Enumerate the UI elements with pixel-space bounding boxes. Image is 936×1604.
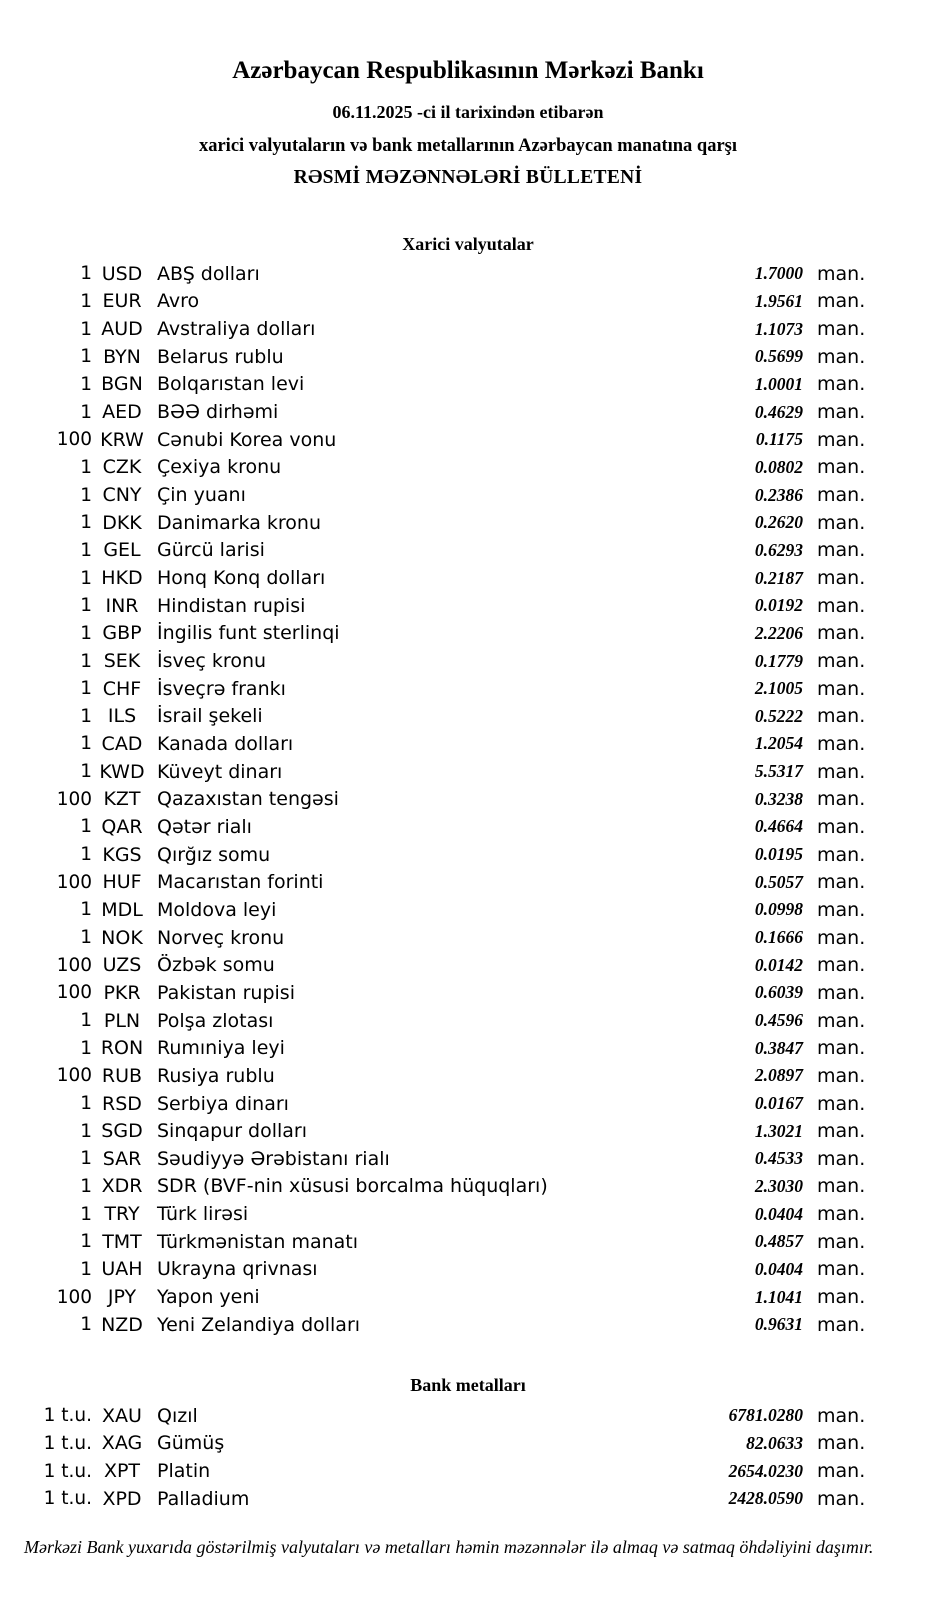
rate-value-cell: 0.0404 <box>754 1258 803 1279</box>
unit-label: man. <box>817 732 866 755</box>
unit-label: man. <box>817 456 866 479</box>
rate-value-cell: 0.4533 <box>754 1148 803 1169</box>
quantity-cell: 1 <box>80 1093 92 1115</box>
table-row <box>0 1485 936 1513</box>
table-row <box>0 813 936 841</box>
quantity-cell: 1 <box>80 1203 92 1225</box>
currency-name-cell: Rumıniya leyi <box>157 1037 285 1060</box>
rate-value-cell: 82.0633 <box>746 1432 803 1453</box>
quantity-cell: 1 <box>80 567 92 589</box>
currency-code-cell: QAR <box>101 815 143 838</box>
quantity-cell: 1 <box>80 705 92 727</box>
rate-value-cell: 1.1041 <box>754 1286 803 1307</box>
currency-code-cell: RSD <box>102 1092 142 1115</box>
rate-value-cell: 0.0404 <box>754 1203 803 1224</box>
unit-label: man. <box>817 954 866 977</box>
table-row <box>0 592 936 620</box>
currency-code-cell: XDR <box>101 1175 143 1198</box>
rate-value-cell: 2428.0590 <box>728 1488 803 1509</box>
currency-name-cell: Norveç kronu <box>157 926 285 949</box>
currency-name-cell: Qazaxıstan tengəsi <box>157 788 339 811</box>
quantity-cell: 100 <box>56 954 92 976</box>
quantity-cell: 1 <box>80 290 92 312</box>
currency-code-cell: UZS <box>102 954 142 977</box>
currency-code-cell: TRY <box>104 1203 140 1226</box>
table-row <box>0 1034 936 1062</box>
unit-label: man. <box>817 677 866 700</box>
currency-code-cell: SGD <box>101 1120 143 1143</box>
currency-name-cell: Gümüş <box>157 1432 225 1455</box>
currency-code-cell: NZD <box>101 1313 143 1336</box>
unit-label: man. <box>817 1203 866 1226</box>
currency-code-cell: INR <box>105 594 139 617</box>
rate-value-cell: 0.1779 <box>754 650 803 671</box>
table-row <box>0 426 936 454</box>
page-title: Azərbaycan Respublikasının Mərkəzi Bankı <box>232 57 704 84</box>
unit-label: man. <box>817 1487 866 1510</box>
table-row <box>0 1062 936 1090</box>
rate-value-cell: 2.2206 <box>754 622 803 643</box>
table-row <box>0 841 936 869</box>
table-row <box>0 951 936 979</box>
table-row <box>0 868 936 896</box>
currency-code-cell: UAH <box>101 1258 143 1281</box>
unit-label: man. <box>817 1258 866 1281</box>
rate-value-cell: 2654.0230 <box>728 1460 803 1481</box>
currency-name-cell: İsveçrə frankı <box>157 677 286 700</box>
table-row <box>0 537 936 565</box>
table-row <box>0 288 936 316</box>
table-row <box>0 481 936 509</box>
unit-label: man. <box>817 981 866 1004</box>
unit-label: man. <box>817 594 866 617</box>
unit-label: man. <box>817 843 866 866</box>
unit-label: man. <box>817 650 866 673</box>
quantity-cell: 100 <box>56 429 92 451</box>
rate-value-cell: 2.3030 <box>754 1175 803 1196</box>
unit-label: man. <box>817 1460 866 1483</box>
unit-label: man. <box>817 705 866 728</box>
quantity-cell: 1 <box>80 484 92 506</box>
table-row <box>0 924 936 952</box>
quantity-cell: 1 <box>80 622 92 644</box>
rate-value-cell: 0.2187 <box>754 567 803 588</box>
table-row <box>0 979 936 1007</box>
currency-code-cell: CZK <box>102 456 142 479</box>
currency-name-cell: Cənubi Korea vonu <box>157 428 337 451</box>
quantity-cell: 1 <box>80 595 92 617</box>
currency-name-cell: ABŞ dolları <box>157 262 260 285</box>
quantity-cell: 1 <box>80 346 92 368</box>
currency-name-cell: Qırğız somu <box>157 843 271 866</box>
currency-name-cell: İsrail şekeli <box>157 705 263 728</box>
rate-value-cell: 2.0897 <box>754 1065 803 1086</box>
rate-value-cell: 0.0192 <box>754 595 803 616</box>
currency-code-cell: KZT <box>103 788 141 811</box>
unit-label: man. <box>817 345 866 368</box>
unit-label: man. <box>817 760 866 783</box>
currency-code-cell: CAD <box>101 732 143 755</box>
currency-code-cell: GEL <box>103 539 141 562</box>
currency-code-cell: RUB <box>101 1064 143 1087</box>
quantity-cell: 1 <box>80 1148 92 1170</box>
currency-code-cell: SAR <box>102 1147 142 1170</box>
rate-value-cell: 0.0195 <box>754 844 803 865</box>
rate-value-cell: 1.7000 <box>754 263 803 284</box>
subject-line: xarici valyutaların və bank metallarının Azərbaycan manatına qarşı <box>198 136 738 156</box>
currency-code-cell: HUF <box>102 871 142 894</box>
rate-value-cell: 0.6039 <box>754 982 803 1003</box>
quantity-cell: 1 <box>80 650 92 672</box>
rate-value-cell: 0.0998 <box>754 899 803 920</box>
quantity-cell: 1 t.u. <box>43 1488 92 1510</box>
quantity-cell: 1 <box>80 401 92 423</box>
rate-value-cell: 0.9631 <box>754 1314 803 1335</box>
currency-name-cell: BƏƏ dirhəmi <box>157 401 279 424</box>
currency-name-cell: Türkmənistan manatı <box>157 1230 359 1253</box>
currencies-rate-table <box>0 260 936 1339</box>
unit-label: man. <box>817 1175 866 1198</box>
rate-value-cell: 0.4629 <box>754 401 803 422</box>
quantity-cell: 1 <box>80 1010 92 1032</box>
currency-name-cell: Pakistan rupisi <box>157 981 295 1004</box>
table-row <box>0 1228 936 1256</box>
currency-name-cell: Ukrayna qrivnası <box>157 1258 318 1281</box>
currency-code-cell: BGN <box>101 373 143 396</box>
unit-label: man. <box>817 511 866 534</box>
unit-label: man. <box>817 290 866 313</box>
unit-label: man. <box>817 1230 866 1253</box>
currency-name-cell: Avstraliya dolları <box>157 318 316 341</box>
currency-name-cell: İsveç kronu <box>157 650 267 673</box>
unit-label: man. <box>817 1147 866 1170</box>
rate-value-cell: 0.4664 <box>754 816 803 837</box>
currency-code-cell: PKR <box>103 981 141 1004</box>
rate-value-cell: 0.6293 <box>754 539 803 560</box>
effective-date-line: 06.11.2025 -ci il tarixindən etibarən <box>332 102 604 122</box>
rate-value-cell: 1.3021 <box>754 1120 803 1141</box>
bulletin-title: RƏSMİ MƏZƏNNƏLƏRİ BÜLLETENİ <box>293 167 643 188</box>
currency-name-cell: Bolqarıstan levi <box>157 373 305 396</box>
rate-value-cell: 0.0167 <box>754 1093 803 1114</box>
quantity-cell: 1 <box>80 1231 92 1253</box>
rate-value-cell: 0.3238 <box>754 788 803 809</box>
currency-name-cell: Hindistan rupisi <box>157 594 306 617</box>
currency-code-cell: NOK <box>101 926 143 949</box>
rate-value-cell: 6781.0280 <box>728 1405 803 1426</box>
currency-name-cell: Özbək somu <box>157 954 275 977</box>
currency-code-cell: AED <box>102 401 142 424</box>
currency-code-cell: KWD <box>99 760 145 783</box>
rate-value-cell: 1.9561 <box>754 290 803 311</box>
table-row <box>0 647 936 675</box>
quantity-cell: 100 <box>56 871 92 893</box>
rate-value-cell: 0.1666 <box>754 927 803 948</box>
footer-disclaimer: Mərkəzi Bank yuxarıda göstərilmiş valyutaları və metalları həmin məzənnələr ilə almaq və satmaq öhdəliyini daşımır. <box>24 1537 874 1557</box>
currency-code-cell: PLN <box>103 1009 141 1032</box>
table-row <box>0 703 936 731</box>
quantity-cell: 1 <box>80 678 92 700</box>
currency-code-cell: AUD <box>101 318 143 341</box>
table-row <box>0 896 936 924</box>
unit-label: man. <box>817 1432 866 1455</box>
table-row <box>0 1402 936 1430</box>
currency-name-cell: Türk lirəsi <box>157 1203 249 1226</box>
currency-name-cell: SDR (BVF-nin xüsusi borcalma hüquqları) <box>157 1175 548 1198</box>
table-row <box>0 1430 936 1458</box>
quantity-cell: 1 <box>80 1037 92 1059</box>
currency-code-cell: XAG <box>101 1432 143 1455</box>
quantity-cell: 1 <box>80 539 92 561</box>
unit-label: man. <box>817 622 866 645</box>
table-row <box>0 315 936 343</box>
quantity-cell: 1 <box>80 512 92 534</box>
currency-name-cell: Macarıstan forinti <box>157 871 324 894</box>
currency-code-cell: USD <box>101 262 143 285</box>
table-row <box>0 1007 936 1035</box>
quantity-cell: 1 t.u. <box>43 1405 92 1427</box>
table-row <box>0 509 936 537</box>
table-row <box>0 1200 936 1228</box>
unit-label: man. <box>817 484 866 507</box>
rate-value-cell: 0.5222 <box>754 705 803 726</box>
currency-name-cell: Rusiya rublu <box>157 1064 275 1087</box>
currency-name-cell: Belarus rublu <box>157 345 284 368</box>
table-row <box>0 1090 936 1118</box>
currency-name-cell: Sinqapur dolları <box>157 1120 308 1143</box>
currency-name-cell: Serbiya dinarı <box>157 1092 289 1115</box>
rate-value-cell: 0.1175 <box>755 429 803 450</box>
rate-value-cell: 0.3847 <box>754 1037 803 1058</box>
quantity-cell: 1 <box>80 1314 92 1336</box>
rate-value-cell: 1.2054 <box>754 733 803 754</box>
quantity-cell: 1 t.u. <box>43 1460 92 1482</box>
table-row <box>0 1173 936 1201</box>
unit-label: man. <box>817 1120 866 1143</box>
quantity-cell: 1 <box>80 761 92 783</box>
currency-code-cell: KGS <box>102 843 142 866</box>
table-row <box>0 675 936 703</box>
quantity-cell: 1 <box>80 844 92 866</box>
rate-value-cell: 1.0001 <box>754 373 803 394</box>
rate-value-cell: 0.2386 <box>754 484 803 505</box>
rate-value-cell: 5.5317 <box>754 761 803 782</box>
table-row <box>0 758 936 786</box>
table-row <box>0 454 936 482</box>
currency-code-cell: HKD <box>101 567 143 590</box>
quantity-cell: 1 t.u. <box>43 1432 92 1454</box>
currency-name-cell: Polşa zlotası <box>157 1009 274 1032</box>
quantity-cell: 1 <box>80 318 92 340</box>
quantity-cell: 1 <box>80 899 92 921</box>
currency-code-cell: XPD <box>102 1487 142 1510</box>
quantity-cell: 1 <box>80 816 92 838</box>
unit-label: man. <box>817 1286 866 1309</box>
rate-value-cell: 0.0802 <box>754 456 803 477</box>
table-row <box>0 1117 936 1145</box>
currency-name-cell: Avro <box>157 290 200 313</box>
quantity-cell: 1 <box>80 733 92 755</box>
currency-code-cell: CHF <box>102 677 142 700</box>
unit-label: man. <box>817 262 866 285</box>
unit-label: man. <box>817 898 866 921</box>
table-row <box>0 730 936 758</box>
unit-label: man. <box>817 318 866 341</box>
rate-value-cell: 0.5057 <box>754 871 803 892</box>
currency-name-cell: Platin <box>157 1460 211 1483</box>
table-row <box>0 1283 936 1311</box>
currency-code-cell: GBP <box>102 622 142 645</box>
currency-name-cell: Səudiyyə Ərəbistanı rialı <box>157 1147 390 1170</box>
unit-label: man. <box>817 401 866 424</box>
table-row <box>0 620 936 648</box>
section-title-metals: Bank metalları <box>410 1375 526 1395</box>
currency-code-cell: RON <box>100 1037 144 1060</box>
unit-label: man. <box>817 871 866 894</box>
rate-value-cell: 0.5699 <box>754 346 803 367</box>
unit-label: man. <box>817 373 866 396</box>
quantity-cell: 1 <box>80 1175 92 1197</box>
currency-code-cell: EUR <box>102 290 142 313</box>
unit-label: man. <box>817 815 866 838</box>
currency-code-cell: DKK <box>102 511 142 534</box>
currency-name-cell: Çexiya kronu <box>157 456 282 479</box>
currency-name-cell: Honq Konq dolları <box>157 567 326 590</box>
quantity-cell: 1 <box>80 927 92 949</box>
currency-name-cell: Qızıl <box>157 1404 198 1427</box>
currency-code-cell: TMT <box>102 1230 142 1253</box>
currency-name-cell: İngilis funt sterlinqi <box>157 622 340 645</box>
table-row <box>0 398 936 426</box>
rate-value-cell: 0.2620 <box>754 512 803 533</box>
table-row <box>0 564 936 592</box>
unit-label: man. <box>817 926 866 949</box>
currency-name-cell: Danimarka kronu <box>157 511 322 534</box>
currency-code-cell: JPY <box>107 1286 137 1309</box>
section-title-currencies: Xarici valyutalar <box>402 234 534 254</box>
currency-code-cell: ILS <box>107 705 137 728</box>
rate-value-cell: 0.4857 <box>754 1231 803 1252</box>
table-row <box>0 260 936 288</box>
currency-code-cell: SEK <box>103 650 141 673</box>
currency-code-cell: MDL <box>101 898 143 921</box>
currency-name-cell: Küveyt dinarı <box>157 760 283 783</box>
currency-code-cell: XPT <box>103 1460 141 1483</box>
rate-value-cell: 0.4596 <box>754 1010 803 1031</box>
currency-name-cell: Yeni Zelandiya dolları <box>157 1313 361 1336</box>
quantity-cell: 100 <box>56 1286 92 1308</box>
quantity-cell: 100 <box>56 788 92 810</box>
unit-label: man. <box>817 1064 866 1087</box>
quantity-cell: 1 <box>80 1258 92 1280</box>
unit-label: man. <box>817 428 866 451</box>
currency-code-cell: XAU <box>102 1404 142 1427</box>
table-row <box>0 1145 936 1173</box>
unit-label: man. <box>817 1313 866 1336</box>
currency-code-cell: KRW <box>100 428 144 451</box>
rate-value-cell: 2.1005 <box>754 678 803 699</box>
currency-name-cell: Çin yuanı <box>157 484 246 507</box>
currency-name-cell: Gürcü larisi <box>157 539 265 562</box>
unit-label: man. <box>817 539 866 562</box>
quantity-cell: 1 <box>80 1120 92 1142</box>
table-row <box>0 1457 936 1485</box>
quantity-cell: 100 <box>56 982 92 1004</box>
unit-label: man. <box>817 567 866 590</box>
quantity-cell: 100 <box>56 1065 92 1087</box>
currency-name-cell: Qətər rialı <box>157 815 252 838</box>
quantity-cell: 1 <box>80 456 92 478</box>
unit-label: man. <box>817 1037 866 1060</box>
unit-label: man. <box>817 1092 866 1115</box>
metals-rate-table <box>0 1402 936 1513</box>
quantity-cell: 1 <box>80 373 92 395</box>
currency-code-cell: BYN <box>103 345 141 368</box>
table-row <box>0 785 936 813</box>
table-row <box>0 1311 936 1339</box>
currency-code-cell: CNY <box>102 484 142 507</box>
table-row <box>0 371 936 399</box>
rate-value-cell: 1.1073 <box>754 318 803 339</box>
currency-name-cell: Moldova leyi <box>157 898 277 921</box>
rate-value-cell: 0.0142 <box>754 954 803 975</box>
unit-label: man. <box>817 1404 866 1427</box>
currency-name-cell: Kanada dolları <box>157 732 294 755</box>
table-row <box>0 343 936 371</box>
unit-label: man. <box>817 788 866 811</box>
table-row <box>0 1256 936 1284</box>
unit-label: man. <box>817 1009 866 1032</box>
quantity-cell: 1 <box>80 263 92 285</box>
currency-name-cell: Palladium <box>157 1487 250 1510</box>
currency-name-cell: Yapon yeni <box>157 1286 260 1309</box>
